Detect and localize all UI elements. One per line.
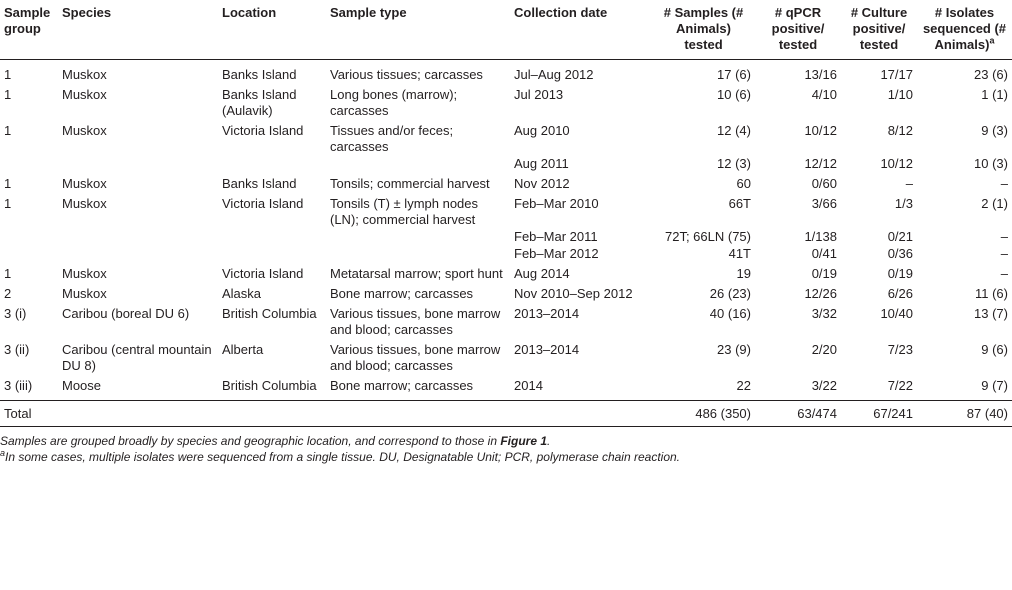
cell-isolates: – — [1000, 246, 1008, 261]
table-row — [0, 60, 1012, 84]
cell-culture: 7/22 — [887, 378, 913, 393]
cell-isolates: 13 (7) — [974, 306, 1008, 321]
cell-culture: – — [905, 176, 913, 191]
cell-collection-date: Nov 2010–Sep 2012 — [514, 286, 633, 301]
header-location: Location — [222, 5, 277, 20]
cell-collection-date: Aug 2014 — [514, 266, 570, 281]
cell-sample-type — [326, 228, 510, 245]
cell-location — [218, 155, 326, 172]
table-row — [0, 83, 1012, 119]
cell-collection-date: Jul–Aug 2012 — [514, 67, 594, 82]
cell-species: Moose — [62, 378, 102, 393]
cell-species: Muskox — [62, 286, 107, 301]
footnote-a — [0, 449, 1012, 465]
cell-sample-type: Tissues and/or feces; carcasses — [330, 123, 454, 154]
cell-qpcr: 3/32 — [811, 306, 837, 321]
cell-isolates: 11 (6) — [975, 286, 1008, 301]
cell-samples-tested: 12 (3) — [717, 156, 751, 171]
cell-qpcr: 4/10 — [811, 87, 837, 102]
table-row — [0, 172, 1012, 192]
table-row — [0, 338, 1012, 374]
header-isolates-footnote-mark: a — [989, 35, 995, 46]
total-isolates: 87 (40) — [966, 406, 1008, 421]
empty-cell — [58, 401, 218, 427]
cell-species: Muskox — [62, 266, 107, 281]
cell-sample-group — [0, 245, 58, 262]
cell-qpcr: 13/16 — [804, 67, 837, 82]
header-isolates — [917, 0, 1012, 60]
cell-species — [58, 155, 218, 172]
cell-collection-date: Feb–Mar 2012 — [514, 246, 599, 261]
table-row — [0, 282, 1012, 302]
cell-location: Victoria Island — [222, 123, 304, 138]
cell-sample-type: Various tissues, bone marrow and blood; carcasses — [330, 342, 501, 373]
header-samples-tested: # Samples (# Animals) tested — [663, 5, 744, 52]
cell-species: Muskox — [62, 176, 107, 191]
cell-samples-tested: 10 (6) — [717, 87, 751, 102]
cell-qpcr: 0/41 — [811, 246, 837, 261]
cell-sample-type — [326, 245, 510, 262]
cell-collection-date: Feb–Mar 2010 — [514, 196, 599, 211]
cell-isolates: – — [1000, 229, 1008, 244]
cell-qpcr: 2/20 — [811, 342, 837, 357]
cell-culture: 1/10 — [887, 87, 913, 102]
header-collection-date: Collection date — [514, 5, 608, 20]
cell-qpcr: 12/26 — [804, 286, 837, 301]
cell-culture: 0/21 — [887, 229, 913, 244]
cell-sample-group: 3 (ii) — [4, 342, 30, 357]
cell-sample-type — [326, 155, 510, 172]
table-row — [0, 302, 1012, 338]
footnote-a-text: In some cases, multiple isolates were sequenced from a single tissue. DU, Designatable Unit; PCR, polymerase chain reaction. — [5, 450, 680, 464]
cell-culture: 10/12 — [880, 156, 913, 171]
header-sample-group: Sample group — [4, 5, 51, 36]
cell-isolates: 2 (1) — [981, 196, 1008, 211]
cell-location — [218, 228, 326, 245]
total-qpcr: 63/474 — [797, 406, 837, 421]
figure-reference-link[interactable]: Figure 1 — [500, 434, 548, 448]
cell-collection-date: Feb–Mar 2011 — [514, 229, 598, 244]
total-label: Total — [4, 406, 32, 421]
table-row — [0, 192, 1012, 228]
table-row — [0, 228, 1012, 245]
cell-sample-group: 1 — [4, 87, 12, 102]
cell-location — [218, 245, 326, 262]
cell-culture: 0/19 — [887, 266, 913, 281]
cell-samples-tested: 66T — [728, 196, 751, 211]
cell-samples-tested: 17 (6) — [717, 67, 751, 82]
cell-location: British Columbia — [222, 306, 317, 321]
cell-sample-type: Various tissues; carcasses — [330, 67, 483, 82]
cell-species: Muskox — [62, 67, 107, 82]
cell-culture: 0/36 — [887, 246, 913, 261]
cell-qpcr: 10/12 — [804, 123, 837, 138]
empty-cell — [326, 401, 510, 427]
cell-samples-tested: 23 (9) — [717, 342, 751, 357]
header-qpcr: # qPCR positive/ tested — [771, 5, 825, 52]
total-row — [0, 401, 1012, 427]
cell-isolates: 9 (6) — [981, 342, 1008, 357]
cell-samples-tested: 22 — [736, 378, 751, 393]
cell-qpcr: 0/19 — [811, 266, 837, 281]
table-row — [0, 119, 1012, 155]
table-footnotes — [0, 427, 1012, 465]
cell-isolates: – — [1000, 266, 1008, 281]
total-samples: 486 (350) — [695, 406, 751, 421]
cell-sample-type: Bone marrow; carcasses — [330, 378, 474, 393]
table-row — [0, 374, 1012, 401]
cell-sample-group: 1 — [4, 176, 12, 191]
cell-species — [58, 228, 218, 245]
cell-location: Alberta — [222, 342, 264, 357]
header-sample-type: Sample type — [330, 5, 407, 20]
cell-qpcr: 0/60 — [811, 176, 837, 191]
cell-location: Banks Island (Aulavik) — [222, 87, 297, 118]
footnote-general: Samples are grouped broadly by species and geographic location, and correspond to those in Figure 1. — [0, 434, 551, 448]
cell-samples-tested: 72T; 66LN (75) — [665, 229, 751, 244]
cell-samples-tested: 40 (16) — [709, 306, 751, 321]
table-row — [0, 245, 1012, 262]
cell-sample-group: 3 (i) — [4, 306, 27, 321]
cell-species: Caribou (central mountain DU 8) — [62, 342, 212, 373]
header-species: Species — [62, 5, 112, 20]
cell-culture: 1/3 — [894, 196, 913, 211]
cell-species: Muskox — [62, 87, 107, 102]
cell-qpcr: 3/22 — [811, 378, 837, 393]
cell-samples-tested: 26 (23) — [709, 286, 751, 301]
empty-cell — [510, 401, 652, 427]
cell-location: Victoria Island — [222, 266, 304, 281]
cell-species: Muskox — [62, 196, 107, 211]
cell-collection-date: Aug 2011 — [514, 156, 569, 171]
cell-samples-tested: 60 — [736, 176, 751, 191]
cell-species: Muskox — [62, 123, 107, 138]
cell-location: Banks Island — [222, 67, 297, 82]
total-culture: 67/241 — [873, 406, 913, 421]
cell-collection-date: 2013–2014 — [514, 342, 580, 357]
table-row — [0, 262, 1012, 282]
cell-isolates: 10 (3) — [974, 156, 1008, 171]
cell-location: Banks Island — [222, 176, 297, 191]
header-isolates-text: # Isolates sequenced (# Animals) — [922, 5, 1007, 52]
cell-sample-group — [0, 155, 58, 172]
cell-sample-type: Bone marrow; carcasses — [330, 286, 474, 301]
cell-species: Caribou (boreal DU 6) — [62, 306, 190, 321]
cell-sample-type: Various tissues, bone marrow and blood; carcasses — [330, 306, 501, 337]
cell-location: British Columbia — [222, 378, 317, 393]
cell-isolates: 23 (6) — [974, 67, 1008, 82]
table-row — [0, 155, 1012, 172]
cell-culture: 8/12 — [887, 123, 913, 138]
cell-collection-date: 2014 — [514, 378, 543, 393]
cell-sample-group: 1 — [4, 196, 12, 211]
footnote-a-mark: a — [0, 448, 6, 458]
cell-location: Alaska — [222, 286, 262, 301]
cell-sample-type: Long bones (marrow); carcasses — [330, 87, 458, 118]
cell-sample-group: 1 — [4, 123, 12, 138]
cell-isolates: 9 (7) — [981, 378, 1008, 393]
cell-collection-date: Jul 2013 — [514, 87, 564, 102]
cell-collection-date: Aug 2010 — [514, 123, 570, 138]
cell-qpcr: 1/138 — [804, 229, 837, 244]
cell-isolates: 9 (3) — [981, 123, 1008, 138]
cell-samples-tested: 19 — [736, 266, 751, 281]
cell-samples-tested: 41T — [728, 246, 751, 261]
cell-culture: 7/23 — [887, 342, 913, 357]
header-culture: # Culture positive/ tested — [850, 5, 908, 52]
cell-qpcr: 3/66 — [811, 196, 837, 211]
cell-culture: 10/40 — [880, 306, 913, 321]
cell-samples-tested: 12 (4) — [717, 123, 751, 138]
cell-sample-group: 3 (iii) — [4, 378, 33, 393]
header-row — [0, 0, 1012, 60]
empty-cell — [218, 401, 326, 427]
cell-sample-type: Tonsils; commercial harvest — [330, 176, 490, 191]
cell-sample-type: Metatarsal marrow; sport hunt — [330, 266, 503, 281]
cell-sample-type: Tonsils (T) ± lymph nodes (LN); commercial harvest — [330, 196, 479, 227]
cell-collection-date: 2013–2014 — [514, 306, 580, 321]
cell-location: Victoria Island — [222, 196, 304, 211]
cell-species — [58, 245, 218, 262]
cell-culture: 6/26 — [887, 286, 913, 301]
cell-sample-group: 2 — [4, 286, 12, 301]
cell-sample-group — [0, 228, 58, 245]
cell-isolates: 1 (1) — [981, 87, 1008, 102]
cell-sample-group: 1 — [4, 266, 12, 281]
cell-qpcr: 12/12 — [804, 156, 837, 171]
cell-collection-date: Nov 2012 — [514, 176, 570, 191]
cell-isolates: – — [1000, 176, 1008, 191]
cell-sample-group: 1 — [4, 67, 12, 82]
table-body — [0, 60, 1012, 427]
cell-culture: 17/17 — [880, 67, 913, 82]
